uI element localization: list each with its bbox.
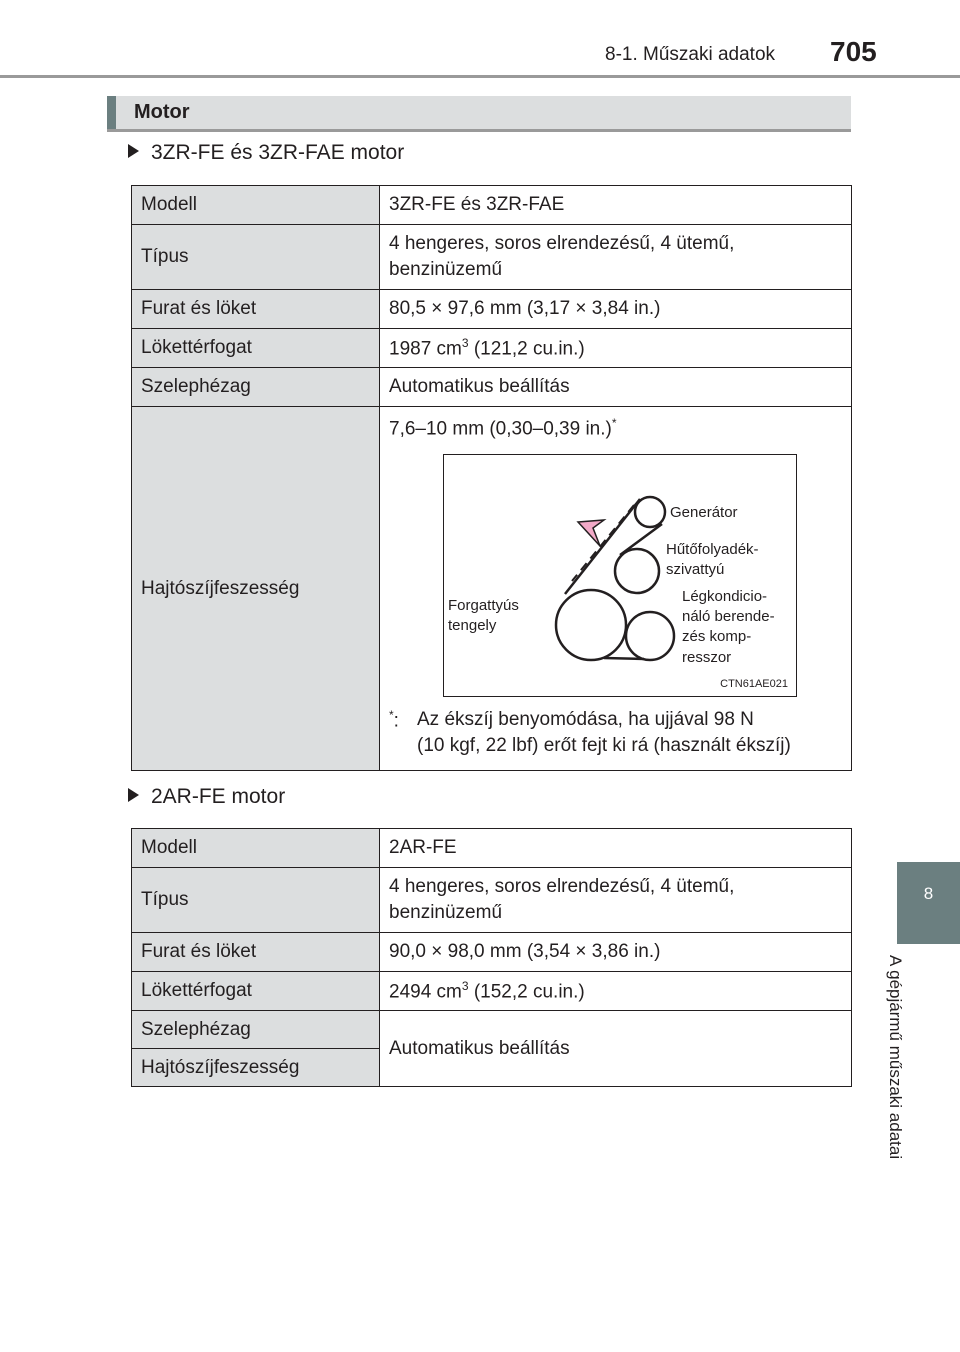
table-row (132, 329, 852, 368)
row-value (380, 972, 852, 1011)
water-pump-label-line: szivattyú (666, 561, 725, 579)
table-row (132, 407, 852, 771)
ac-label-line: resszor (682, 648, 732, 666)
header-section-title: 8-1. Műszaki adatok (605, 44, 776, 65)
chapter-tab (897, 862, 960, 944)
superscript-3: 3 (461, 978, 469, 993)
row-key: Típus (132, 225, 380, 290)
ac-compressor-pulley (626, 612, 674, 660)
bullet-triangle-icon (128, 144, 139, 158)
row-key: Hajtószíjfeszesség (132, 1049, 380, 1087)
table-row (132, 225, 852, 290)
chapter-label-text: A gépjármű műszaki adatai (886, 955, 905, 1160)
engine1-heading (128, 141, 404, 165)
belt-tension-text: 7,6–10 mm (0,30–0,39 in.) (389, 418, 612, 440)
footnote-colon: : (393, 710, 399, 732)
row-key: Típus (132, 868, 380, 933)
footnote (389, 707, 842, 758)
ac-label-line: zés komp- (682, 628, 752, 646)
engine2-heading-text: 2AR-FE motor (151, 785, 286, 808)
row-key: Modell (132, 829, 380, 868)
footnote-marker (389, 707, 417, 758)
table-row (132, 868, 852, 933)
engine2-spec-table (131, 828, 852, 1087)
row-value: 2AR-FE (380, 829, 852, 868)
displacement-number: 2494 cm (389, 980, 462, 1002)
row-key: Furat és löket (132, 933, 380, 972)
row-key: Lökettérfogat (132, 972, 380, 1011)
row-value (380, 329, 852, 368)
section-header (107, 96, 851, 131)
row-key: Lökettérfogat (132, 329, 380, 368)
row-key: Modell (132, 186, 380, 225)
table-row (132, 186, 852, 225)
displacement-imperial: (121,2 cu.in.) (468, 337, 585, 359)
water-pump-label-line: Hűtőfolyadék- (666, 540, 759, 558)
row-value: 90,0 × 98,0 mm (3,54 × 3,86 in.) (380, 933, 852, 972)
ac-label-line: náló berende- (682, 608, 775, 626)
generator-label: Generátor (670, 503, 738, 521)
footnote-line: Az ékszíj benyomódása, ha ujjával 98 N (417, 708, 754, 730)
water-pump-pulley (615, 549, 659, 593)
belt-tension-value (389, 415, 842, 442)
footnote-mark: * (611, 416, 617, 430)
crankshaft-pulley (556, 590, 626, 660)
row-value: Automatikus beállítás (380, 368, 852, 407)
table-row (132, 1011, 852, 1049)
row-value: 4 hengeres, soros elrendezésű, 4 ütemű, benzinüzemű (380, 225, 852, 290)
bullet-triangle-icon (128, 788, 139, 802)
belt-diagram (443, 454, 797, 697)
footnote-line: (10 kgf, 22 lbf) erőt fejt ki rá (használt ékszíj) (417, 734, 791, 756)
row-key: Szelephézag (132, 368, 380, 407)
row-key: Hajtószíjfeszesség (132, 407, 380, 771)
superscript-3: 3 (461, 335, 469, 350)
ac-label-line: Légkondicio- (682, 587, 768, 605)
row-value: 3ZR-FE és 3ZR-FAE (380, 186, 852, 225)
page-number: 705 (830, 36, 877, 67)
ac-compressor-label (682, 587, 775, 668)
engine1-spec-table (131, 185, 852, 771)
crankshaft-label (448, 596, 519, 637)
displacement-number: 1987 cm (389, 337, 462, 359)
figure-code: CTN61AE021 (720, 678, 788, 691)
water-pump-label (666, 540, 759, 581)
pressing-arrow-icon (578, 520, 604, 546)
header-rule (0, 75, 960, 78)
crankshaft-label-line: Forgattyús (448, 596, 519, 614)
row-value: 80,5 × 97,6 mm (3,17 × 3,84 in.) (380, 290, 852, 329)
belt-segment (604, 658, 644, 659)
section-title: Motor (134, 101, 190, 123)
table-row (132, 829, 852, 868)
displacement-imperial: (152,2 cu.in.) (468, 980, 585, 1002)
crankshaft-label-line: tengely (448, 617, 497, 635)
table-row (132, 290, 852, 329)
chapter-number: 8 (923, 884, 934, 903)
engine1-heading-text: 3ZR-FE és 3ZR-FAE motor (151, 141, 405, 164)
footnote-text (417, 707, 791, 758)
table-row (132, 933, 852, 972)
row-value: 4 hengeres, soros elrendezésű, 4 ütemű, benzinüzemű (380, 868, 852, 933)
engine2-heading (128, 785, 285, 809)
table-row (132, 972, 852, 1011)
row-key: Furat és löket (132, 290, 380, 329)
row-key: Szelephézag (132, 1011, 380, 1049)
table-row (132, 368, 852, 407)
chapter-label (885, 955, 925, 1215)
section-header-rule (107, 129, 851, 132)
merged-value: Automatikus beállítás (380, 1011, 852, 1087)
footnote-star: * (389, 707, 394, 722)
belt-tension-cell (380, 407, 852, 771)
